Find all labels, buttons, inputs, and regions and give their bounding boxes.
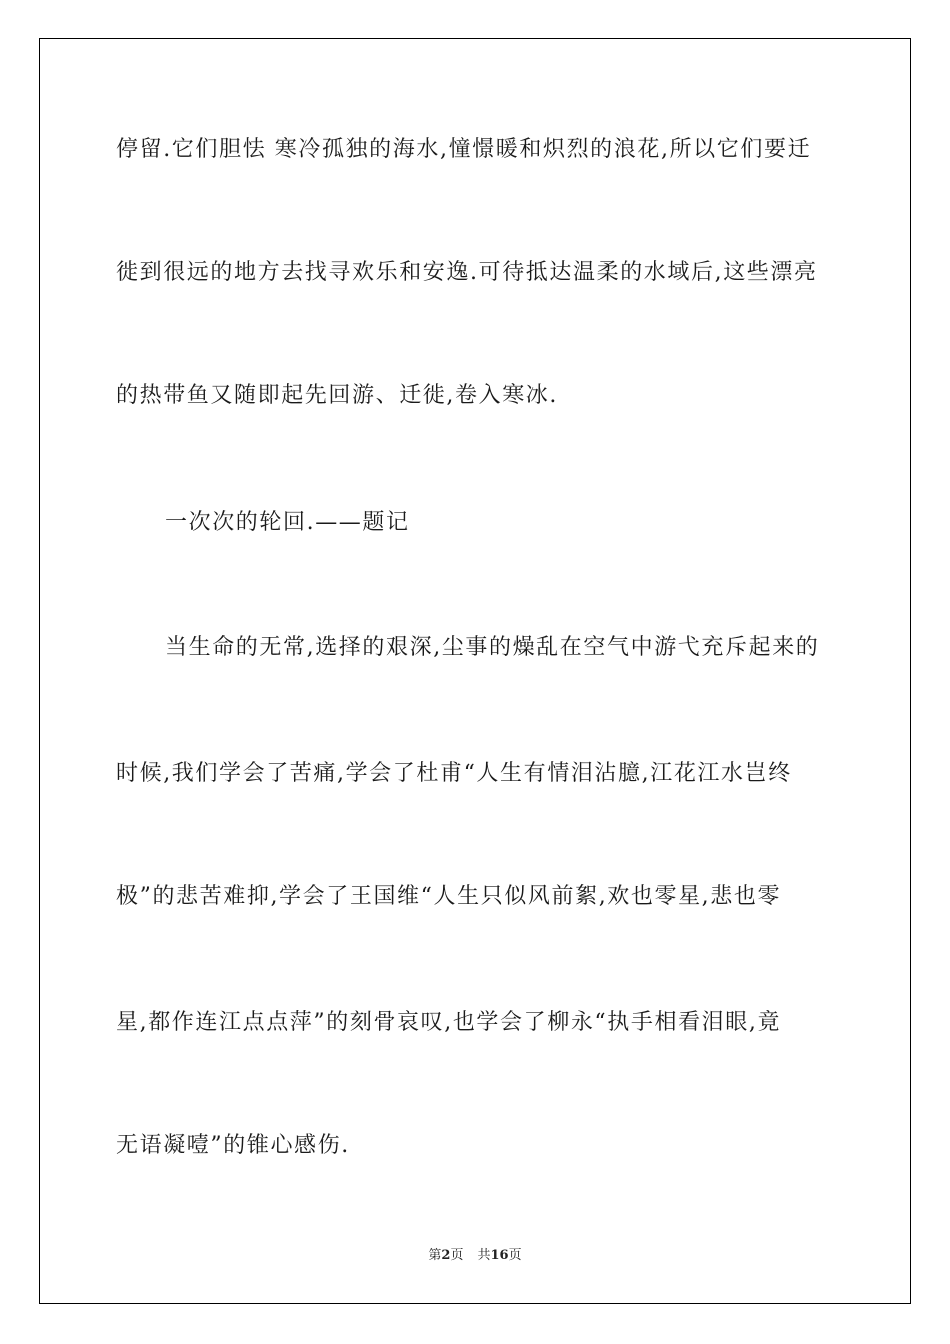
page-suffix: 页 bbox=[450, 1248, 464, 1263]
total-suffix: 页 bbox=[508, 1248, 522, 1263]
text-line-2: 徙到很远的地方去找寻欢乐和安逸.可待抵达温柔的水域后,这些漂亮 bbox=[116, 260, 818, 285]
total-prefix: 共 bbox=[477, 1248, 491, 1263]
text-line-7: 极”的悲苦难抑,学会了王国维“人生只似风前絮,欢也零星,悲也零 bbox=[116, 884, 782, 909]
page-footer bbox=[0, 1247, 950, 1265]
page-total: 16 bbox=[490, 1248, 509, 1263]
text-line-3: 的热带鱼又随即起先回游、迁徙,卷入寒冰. bbox=[116, 383, 558, 408]
page-current: 2 bbox=[441, 1248, 451, 1263]
epigraph-attribution: 一次次的轮回.——题记 bbox=[165, 510, 410, 535]
text-line-6: 时候,我们学会了苦痛,学会了杜甫“人生有情泪沾臆,江花江水岂终 bbox=[116, 761, 792, 786]
text-line-1: 停留.它们胆怯 寒冷孤独的海水,憧憬暖和炽烈的浪花,所以它们要迁 bbox=[116, 137, 812, 162]
text-line-9: 无语凝噎”的锥心感伤. bbox=[116, 1133, 350, 1158]
text-line-5: 当生命的无常,选择的艰深,尘事的燥乱在空气中游弋充斥起来的 bbox=[165, 635, 820, 660]
text-line-8: 星,都作连江点点萍”的刻骨哀叹,也学会了柳永“执手相看泪眼,竟 bbox=[116, 1010, 782, 1035]
page-frame bbox=[39, 38, 911, 1304]
page-prefix: 第 bbox=[428, 1248, 442, 1263]
